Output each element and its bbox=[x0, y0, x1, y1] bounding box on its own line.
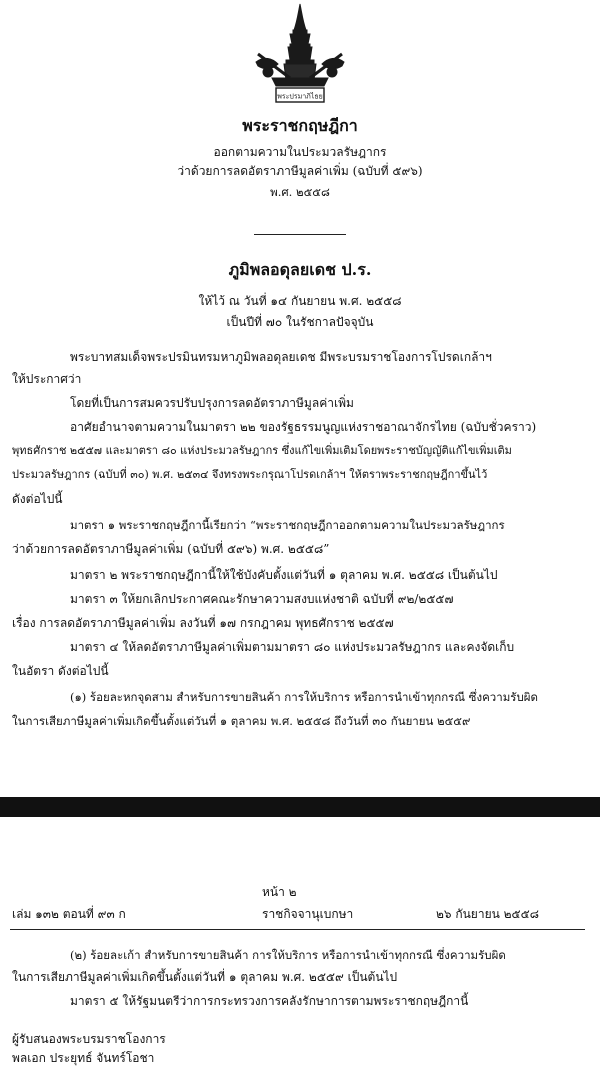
paragraph-line: อาศัยอำนาจตามความในมาตรา ๒๒ ของรัฐธรรมนูญแห่งราชอาณาจักรไทย (ฉบับชั่วคราว) bbox=[70, 420, 537, 434]
subtitle-line-1: ออกตามความในประมวลรัษฎากร bbox=[213, 145, 387, 159]
document-title: พระราชกฤษฎีกา bbox=[242, 116, 358, 135]
paragraph-line: เรื่อง การลดอัตราภาษีมูลค่าเพิ่ม ลงวันที่ ๑๗ กรกฎาคม พุทธศักราช ๒๕๕๗ bbox=[12, 616, 394, 630]
given-date: ให้ไว้ ณ วันที่ ๑๔ กันยายน พ.ศ. ๒๕๕๘ bbox=[198, 294, 402, 308]
gazette-volume: เล่ม ๑๓๒ ตอนที่ ๙๓ ก bbox=[12, 907, 126, 921]
section-2: มาตรา ๒ พระราชกฤษฎีกานี้ให้ใช้บังคับตั้งแต่วันที่ ๑ ตุลาคม พ.ศ. ๒๕๕๘ เป็นต้นไป bbox=[70, 568, 498, 582]
paragraph-line: ในการเสียภาษีมูลค่าเพิ่มเกิดขึ้นตั้งแต่วันที่ ๑ ตุลาคม พ.ศ. ๒๕๕๘ ถึงวันที่ ๓๐ กันยายน ๒๕๕๙ bbox=[12, 714, 471, 728]
paragraph-line: ประมวลรัษฎากร (ฉบับที่ ๓๐) พ.ศ. ๒๕๓๔ จึงทรงพระกรุณาโปรดเกล้าฯ ให้ตราพระราชกฤษฎีกาขึ้นไว้ bbox=[12, 468, 488, 481]
svg-text:พระปรมาภิไธย: พระปรมาภิไธย bbox=[277, 92, 323, 101]
paragraph-line: ในอัตรา ดังต่อไปนี้ bbox=[12, 664, 109, 678]
section-1: มาตรา ๑ พระราชกฤษฎีกานี้เรียกว่า “พระราชกฤษฎีกาออกตามความในประมวลรัษฎากร bbox=[70, 518, 505, 532]
item-2: (๒) ร้อยละเก้า สำหรับการขายสินค้า การให้บริการ หรือการนำเข้าทุกกรณี ซึ่งความรับผิด bbox=[70, 948, 506, 962]
subtitle-line-2: ว่าด้วยการลดอัตราภาษีมูลค่าเพิ่ม (ฉบับที่ ๕๙๖) bbox=[177, 164, 423, 178]
page-separator bbox=[0, 797, 600, 817]
royal-emblem bbox=[250, 0, 350, 108]
section-5: มาตรา ๕ ให้รัฐมนตรีว่าการกระทรวงการคลังรักษาการตามพระราชกฤษฎีกานี้ bbox=[70, 994, 469, 1008]
paragraph-line: ว่าด้วยการลดอัตราภาษีมูลค่าเพิ่ม (ฉบับที่ ๕๙๖) พ.ศ. ๒๕๕๘” bbox=[12, 542, 330, 556]
paragraph-line: ในการเสียภาษีมูลค่าเพิ่มเกิดขึ้นตั้งแต่วันที่ ๑ ตุลาคม พ.ศ. ๒๕๕๙ เป็นต้นไป bbox=[12, 970, 398, 984]
paragraph-line: พุทธศักราช ๒๕๕๗ และมาตรา ๘๐ แห่งประมวลรัษฎากร ซึ่งแก้ไขเพิ่มเติมโดยพระราชบัญญัติแก้ไขเพิ่มเติม bbox=[12, 444, 512, 457]
paragraph-line: โดยที่เป็นการสมควรปรับปรุงการลดอัตราภาษีมูลค่าเพิ่ม bbox=[70, 396, 354, 410]
divider bbox=[254, 234, 346, 235]
signoff-name: พลเอก ประยุทธ์ จันทร์โอชา bbox=[12, 1051, 155, 1065]
item-1: (๑) ร้อยละหกจุดสาม สำหรับการขายสินค้า การให้บริการ หรือการนำเข้าทุกกรณี ซึ่งความรับผิด bbox=[70, 690, 538, 704]
king-name: ภูมิพลอดุลยเดช ป.ร. bbox=[228, 260, 372, 279]
subtitle-year: พ.ศ. ๒๕๕๘ bbox=[270, 185, 330, 199]
section-3: มาตรา ๓ ให้ยกเลิกประกาศคณะรักษาความสงบแห่งชาติ ฉบับที่ ๙๒/๒๕๕๗ bbox=[70, 592, 454, 606]
paragraph-line: พระบาทสมเด็จพระปรมินทรมหาภูมิพลอดุลยเดช มีพระบรมราชโองการโปรดเกล้าฯ bbox=[70, 350, 492, 364]
reign-year: เป็นปีที่ ๗๐ ในรัชกาลปัจจุบัน bbox=[226, 315, 374, 329]
page-number: หน้า ๒ bbox=[262, 885, 297, 899]
section-4: มาตรา ๔ ให้ลดอัตราภาษีมูลค่าเพิ่มตามมาตรา ๘๐ แห่งประมวลรัษฎากร และคงจัดเก็บ bbox=[70, 640, 515, 654]
gazette-name: ราชกิจจานุเบกษา bbox=[262, 907, 354, 921]
header-rule bbox=[10, 929, 585, 930]
paragraph-line: ให้ประกาศว่า bbox=[12, 372, 82, 386]
paragraph-line: ดังต่อไปนี้ bbox=[12, 492, 63, 506]
gazette-date: ๒๖ กันยายน ๒๕๕๘ bbox=[436, 907, 539, 921]
signoff-line: ผู้รับสนองพระบรมราชโองการ bbox=[12, 1032, 166, 1046]
